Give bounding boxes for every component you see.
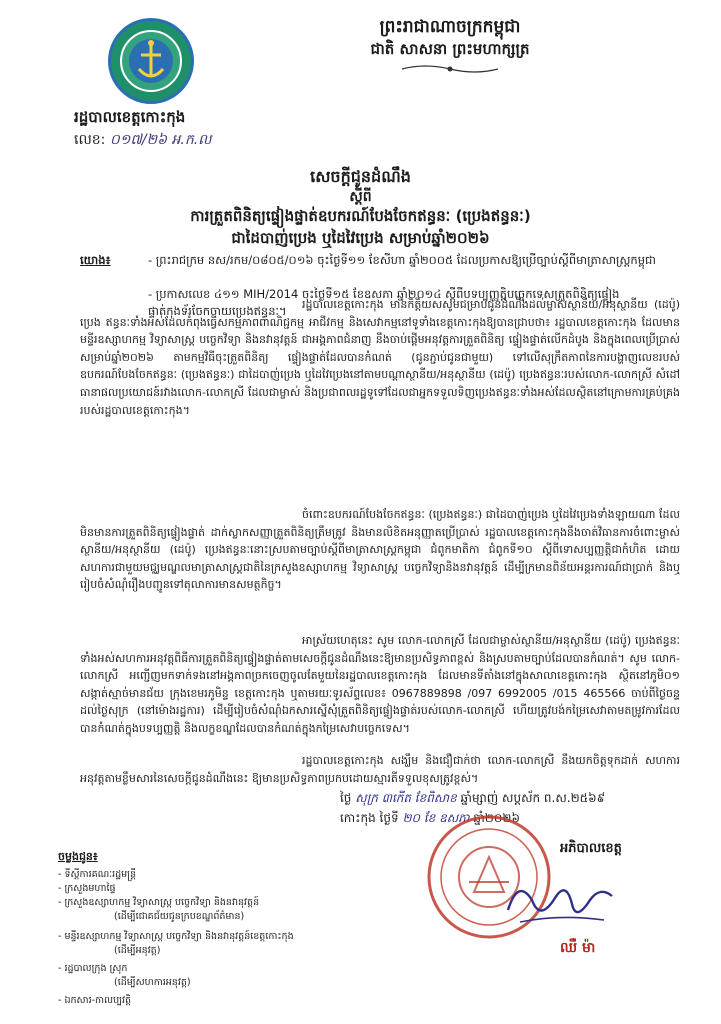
kingdom-name: ព្រះរាជាណាចក្រកម្ពុជា	[379, 17, 521, 37]
solar-date-year: ឆ្នាំ២០២៦	[473, 811, 520, 825]
copy-to-item: - ក្រសួងមហាផ្ទៃ	[58, 883, 116, 894]
lunar-date-handwritten: សុក្រ ៣កើត ខែពិសាខ	[355, 791, 457, 805]
copy-to-note: (ដើម្បីសហការអនុវត្ត)	[114, 977, 191, 988]
copy-to-item: - ទីស្តីការគណៈរដ្ឋមន្ត្រី	[58, 869, 137, 880]
reference-value: ០១៧/២៦ អ.ក.ល	[109, 132, 212, 148]
signatory-name: ឈឺ ម៉ា	[560, 940, 596, 956]
national-motto: ជាតិ សាសនា ព្រះមហាក្សត្រ	[370, 40, 530, 58]
lunar-date	[340, 790, 605, 808]
document-title: សេចក្តីជូនដំណឹង	[310, 167, 411, 186]
signatory-title: អភិបាលខេត្ត	[560, 841, 622, 856]
lunar-date-year: ឆ្នាំម្សាញ់ សប្តស័ក ព.ស.២៥៦៩	[460, 791, 606, 805]
ornament-divider-icon	[400, 62, 500, 76]
reference-number	[74, 130, 212, 151]
reference-item: - ព្រះរាជក្រម នស/រកម/០៨០៥/០១៦ ចុះថ្ងៃទី១១ ខែសីហា ឆ្នាំ២០០៥ ដែលប្រកាសឱ្យប្រើច្បាប់ស្តីពីមាត្រាសាស្ត្រកម្ពុជា	[148, 253, 656, 267]
document-subtitle-about: ស្តីពី	[349, 189, 372, 205]
solar-date-handwritten: ២០ ខែ ឧសភា	[402, 811, 470, 825]
document-subject-line2: ជាដៃបាញ់ប្រេង ឬដៃវៃប្រេង សម្រាប់ឆ្នាំ២០២៦	[231, 229, 490, 247]
copy-to-item: - រដ្ឋបាលក្រុង ស្រុក	[58, 963, 128, 974]
reference-label: លេខ:	[74, 132, 106, 148]
references-label: យោង៖	[80, 253, 111, 267]
issuing-authority: រដ្ឋបាលខេត្តកោះកុង	[74, 108, 186, 126]
provincial-seal-logo	[108, 18, 194, 104]
copy-to-item: - ឯកសារ-កាលប្បវត្តិ	[58, 995, 132, 1006]
document-subject-line1: ការត្រួតពិនិត្យផ្ទៀងផ្ទាត់ឧបករណ៍បែងចែកឥន្ធនៈ (ប្រេងឥន្ធនៈ)	[190, 207, 531, 225]
body-paragraph: អាស្រ័យហេតុនេះ សូម លោក-លោកស្រី ដែលជាម្ចាស់ស្ថានីយ/អនុស្ថានីយ (ដេប៉ូ) ប្រេងឥន្ធនៈទាំងអស់សហការអនុវត្តពិធីការត្រួតពិនិត្យផ្ទៀងផ្ទាត់តាមសេចក្តីជូនដំណឹងនេះឱ្យមានប្រសិទ្ធភាពខ្ពស់ និងស្របតាមច្បាប់ដែលបានកំណត់។ សូម លោក-លោកស្រី អញ្ជើញមកទាក់ទងនៅអង្គភាពច្រកចេញចូលតែមួយនៃរដ្ឋបាលខេត្តកោះកុង ដែលមានទីតាំងនៅក្នុងសាលាខេត្តកោះកុង ស្ថិតនៅភូមិ០១ សង្កាត់ស្មាច់មានជ័យ ក្រុងខេមរភូមិន្ទ ខេត្តកោះកុង ឬតាមរយៈទូរស័ព្ទលេខ៖ 0967889898 /097 6992005 /015 465566 ចាប់ពីថ្ងៃចន្ទ ដល់ថ្ងៃសុក្រ (នៅម៉ោងរដ្ឋការ) ដើម្បីរៀបចំសំណុំឯកសារស្នើសុំត្រួតពិនិត្យផ្ទៀងផ្ទាត់របស់លោក-លោកស្រី ហើយត្រូវបង់កម្រៃសេវាតាមតម្រូវការដែលបានកំណត់ក្នុងបទប្បញ្ញត្តិ និងលក្ខខណ្ឌដែលបានកំណត់ក្នុងកម្រៃសេវាបច្ចេកទេស។	[80, 634, 680, 735]
solar-date-label: កោះកុង ថ្ងៃទី	[340, 811, 399, 825]
handwritten-signature-icon	[500, 870, 620, 940]
copy-to-item: - ក្រសួងឧស្សាហកម្ម វិទ្យាសាស្ត្រ បច្ចេកវិទ្យា និងនវានុវត្តន៍	[58, 897, 260, 908]
copy-to-note: (ដើម្បីជោគជ័យជូនក្របខណ្ឌព័ត៌មាន)	[114, 911, 245, 922]
body-paragraph: រដ្ឋបាលខេត្តកោះកុង សង្ឃឹម និងជឿជាក់ថា លោក-លោកស្រី នឹងយកចិត្តទុកដាក់ សហការអនុវត្តតាមខ្លឹមសារនៃសេចក្តីជូនដំណឹងនេះ ឱ្យមានប្រសិទ្ធភាពប្រកបដោយស្មារតីទទួលខុសត្រូវខ្ពស់។	[80, 754, 680, 785]
copy-to-item: - មន្ទីរឧស្សាហកម្ម វិទ្យាសាស្ត្រ បច្ចេកវិទ្យា និងនវានុវត្តន៍ខេត្តកោះកុង	[58, 931, 294, 942]
copy-to-label: ចម្លងជូន៖	[58, 850, 98, 863]
lunar-date-label: ថ្ងៃ	[340, 791, 352, 805]
body-paragraph: ចំពោះឧបករណ៍បែងចែកឥន្ធនៈ (ប្រេងឥន្ធនៈ) ជាដៃបាញ់ប្រេង ឬដៃវៃប្រេងទាំងឡាយណា ដែលមិនមានការត្រួតពិនិត្យផ្ទៀងផ្ទាត់ ដាក់ស្លាកសញ្ញាត្រួតពិនិត្យត្រឹមត្រូវ និងមានលិខិតអនុញ្ញាតប្រើប្រាស់ រដ្ឋបាលខេត្តកោះកុងនឹងចាត់វិធានការចំពោះម្ចាស់ស្ថានីយ/អនុស្ថានីយ (ដេប៉ូ) ប្រេងឥន្ធនៈនោះស្របតាមច្បាប់ស្តីពីមាត្រាសាស្ត្រកម្ពុជា ជំពូកមាតិកា ជំពូកទី១០ ស្តីពីទោសប្បញ្ញត្តិជាកំហិត ដោយសហការជាមួយមជ្ឈមណ្ឌលមាត្រាសាស្ត្រជាតិនៃក្រសួងឧស្សាហកម្ម វិទ្យាសាស្ត្រ បច្ចេកវិទ្យានិងនវានុវត្តន៍ ដើម្បីក្រមានពិន័យអន្តរការណ៍ជាប្រាក់ និងឬ រៀបចំសំណុំរឿងបញ្ជូនទៅតុលាការមានសមត្ថកិច្ច។	[80, 508, 680, 592]
copy-to-note: (ដើម្បីអនុវត្ត)	[114, 945, 161, 956]
body-paragraph: រដ្ឋបាលខេត្តកោះកុង មានកិត្តិយសសូមជម្រាបជូនដំណឹងដល់ម្ចាស់ស្ថានីយ/អនុស្ថានីយ (ដេប៉ូ) ប្រេង ឥន្ធនៈទាំងអស់ដែលកំពុងធ្វើសកម្មភាពពាណិជ្ជកម្ម អាជីវកម្ម និងសេវាកម្មនៅទូទាំងខេត្តកោះកុងឱ្យបានជ្រាបថា៖ រដ្ឋបាលខេត្តកោះកុង ដែលមានមន្ទីរឧស្សាហកម្ម វិទ្យាសាស្ត្រ បច្ចេកវិទ្យា និងនវានុវត្តន៍ ជាអង្គភាពជំនាញ នឹងចាប់ផ្តើមអនុវត្តការត្រួតពិនិត្យ ផ្ទៀងផ្ទាត់លើកដំបូង និងក្នុងពេលប្រើប្រាស់សម្រាប់ឆ្នាំ២០២៦ តាមកម្មវិធីចុះត្រួតពិនិត្យ ផ្ទៀងផ្ទាត់ដែលបានកំណត់ (ជូនភ្ជាប់ជូនជាមួយ) ទៅលើសុក្រឹតភាពនៃការបង្ហាញលេខរបស់ឧបករណ៍បែងចែកឥន្ធនៈ (ប្រេងឥន្ធនៈ) ជាដៃបាញ់ប្រេង ឬដៃវៃប្រេងនៅតាមបណ្តាស្ថានីយ/អនុស្ថានីយ (ដេប៉ូ) ប្រេងឥន្ធនៈរបស់លោក-លោកស្រី សំដៅធានាផលប្រយោជន៍រវាងលោក-លោកស្រី ដែលជាម្ចាស់ និងប្រជាពលរដ្ឋទូទៅដែលជាអ្នកទទួលទិញប្រេងឥន្ធនៈទាំងអស់ដែលស្ថិតនៅក្រោមការគ្រប់គ្រងរបស់រដ្ឋបាលខេត្តកោះកុង។	[80, 298, 680, 417]
reference-item: - ប្រកាសលេខ ៤១១ MIH/2014 ចុះថ្ងៃទី១៥ ខែឧសភា ឆ្នាំ២០១៤ ស្តីពីបទប្បញ្ញត្តិបច្ចេកទេសត្រួតពិនិត្យផ្ទៀងផ្ទាត់កុងទ័រចែកចាយប្រេងឥន្ធនៈ។	[148, 287, 620, 318]
